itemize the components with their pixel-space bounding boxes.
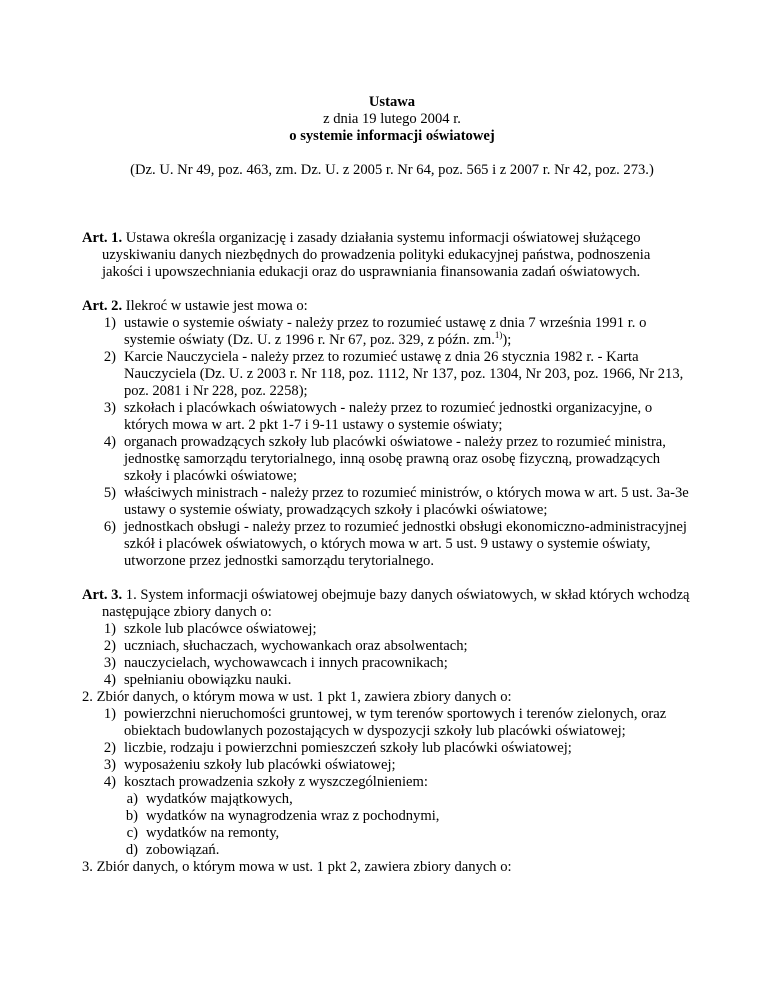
sub-list-item-letter: b) <box>125 808 138 824</box>
list-item <box>82 655 694 672</box>
list-item-number: 6) <box>103 519 116 535</box>
list-item-text: właściwych ministrach - należy przez to rozumieć ministrów, o których mowa w art. 5 ust. 3a-3e ustawy o systemie oświaty, prowadzących szkoły i placówki oświatowe; <box>124 485 689 518</box>
article-3 <box>82 587 694 876</box>
list-item-text: wyposażeniu szkoły lub placówki oświatowej; <box>124 757 396 773</box>
article-1-text <box>82 230 694 281</box>
list-item-text: ustawie o systemie oświaty - należy przez to rozumieć ustawę z dnia 7 września 1991 r. o systemie oświaty (Dz. U. z 1996 r. Nr 67, poz. 329, z późn. zm. <box>124 315 647 348</box>
list-item <box>82 434 694 485</box>
footnote-marker: 1) <box>494 330 503 341</box>
sub-list-item <box>82 791 694 808</box>
list-item-text: Karcie Nauczyciela - należy przez to rozumieć ustawę z dnia 26 stycznia 1982 r. - Karta Nauczyciela (Dz. U. z 2003 r. Nr 118, poz. 1112, Nr 137, poz. 1304, Nr 203, poz. 1966, Nr 213, poz. 2081 i Nr 228, poz. 2258); <box>124 349 684 399</box>
sub-list-item-text: wydatków majątkowych, <box>146 791 293 807</box>
list-item-text: liczbie, rodzaju i powierzchni pomieszczeń szkoły lub placówki oświatowej; <box>124 740 572 756</box>
sub-list-item-text: wydatków na wynagrodzenia wraz z pochodnymi, <box>146 808 440 824</box>
article-3-intro <box>82 587 694 621</box>
sub-list-item-letter: a) <box>126 791 138 807</box>
list-item-number: 4) <box>103 672 116 688</box>
act-header <box>90 94 694 145</box>
list-item <box>82 638 694 655</box>
article-1 <box>82 230 694 281</box>
list-item-number: 5) <box>103 485 116 501</box>
sub-list-item-text: wydatków na remonty, <box>146 825 280 841</box>
article-1-body: Ustawa określa organizację i zasady działania systemu informacji oświatowej służącego uzyskiwaniu danych niezbędnych do prowadzenia polityki edukacyjnej państwa, podnoszenia jakości i upowszechniania edukacji oraz do usprawniania finansowania zadań oświatowych. <box>102 230 651 280</box>
list-item-text: spełnianiu obowiązku nauki. <box>124 672 292 688</box>
list-item <box>82 706 694 740</box>
list-item <box>82 315 694 349</box>
list-item-number: 1) <box>103 706 116 722</box>
list-item-text: uczniach, słuchaczach, wychowankach oraz absolwentach; <box>124 638 468 654</box>
sub-list-item <box>82 808 694 825</box>
article-3-paragraph-3: 3. Zbiór danych, o którym mowa w ust. 1 pkt 2, zawiera zbiory danych o: <box>82 859 512 875</box>
list-item-text: jednostkach obsługi - należy przez to rozumieć jednostki obsługi ekonomiczno-administracyjnej szkół i placówek oświatowych, o których mowa w art. 5 ust. 9 ustawy o systemie oświaty, utworzone przez jednostki samorządu terytorialnego. <box>124 519 687 569</box>
sub-list-item-letter: c) <box>126 825 138 841</box>
list-item-number: 3) <box>103 400 116 416</box>
list-item-text: powierzchni nieruchomości gruntowej, w tym terenów sportowych i terenów zielonych, oraz obiektach budowlanych pozostających w dyspozycji szkoły lub placówki oświatowej; <box>124 706 667 739</box>
list-item-number: 2) <box>103 349 116 365</box>
act-subject: o systemie informacji oświatowej <box>289 128 495 144</box>
document-page <box>82 94 694 876</box>
list-item <box>82 757 694 774</box>
list-item-tail: ); <box>502 332 512 348</box>
list-item-text: szkołach i placówkach oświatowych - należy przez to rozumieć jednostki organizacyjne, o których mowa w art. 2 pkt 1-7 i 9-11 ustawy o systemie oświaty; <box>124 400 653 433</box>
list-item <box>82 519 694 570</box>
sub-list-item <box>82 842 694 859</box>
list-item-text: kosztach prowadzenia szkoły z wyszczególnieniem: <box>124 774 428 790</box>
list-item-text: szkole lub placówce oświatowej; <box>124 621 317 637</box>
article-2-intro-text: Ilekroć w ustawie jest mowa o: <box>122 298 308 314</box>
list-item-number: 1) <box>103 621 116 637</box>
list-item <box>82 672 694 689</box>
article-2-label: Art. 2. <box>82 298 123 314</box>
sub-list-item-letter: d) <box>125 842 138 858</box>
list-item-text: nauczycielach, wychowawcach i innych pracownikach; <box>124 655 448 671</box>
list-item-number: 2) <box>103 638 116 654</box>
article-1-label: Art. 1. <box>82 230 123 246</box>
list-item-number: 2) <box>103 740 116 756</box>
sub-list-item <box>82 825 694 842</box>
publication-reference: (Dz. U. Nr 49, poz. 463, zm. Dz. U. z 2005 r. Nr 64, poz. 565 i z 2007 r. Nr 42, poz. 273.) <box>130 162 654 178</box>
list-item-number: 4) <box>103 774 116 790</box>
act-date: z dnia 19 lutego 2004 r. <box>323 111 461 127</box>
article-2 <box>82 298 694 570</box>
article-3-intro-text: 1. System informacji oświatowej obejmuje bazy danych oświatowych, w skład których wchodzą następujące zbiory danych o: <box>102 587 690 620</box>
list-item <box>82 621 694 638</box>
list-item <box>82 485 694 519</box>
article-2-intro <box>82 298 694 315</box>
list-item <box>82 740 694 757</box>
article-3-paragraph-2: 2. Zbiór danych, o którym mowa w ust. 1 pkt 1, zawiera zbiory danych o: <box>82 689 512 705</box>
list-item-number: 3) <box>103 757 116 773</box>
list-item-text: organach prowadzących szkoły lub placówki oświatowe - należy przez to rozumieć ministra, jednostkę samorządu terytorialnego, inną osobę prawną oraz osobę fizyczną, prowadzących szkoły i placówki oświatowe; <box>124 434 666 484</box>
list-item-number: 3) <box>103 655 116 671</box>
list-item <box>82 349 694 400</box>
article-3-label: Art. 3. <box>82 587 123 603</box>
list-item-number: 1) <box>103 315 116 331</box>
list-item <box>82 400 694 434</box>
list-item-number: 4) <box>103 434 116 450</box>
list-item <box>82 774 694 791</box>
act-title: Ustawa <box>368 94 416 110</box>
sub-list-item-text: zobowiązań. <box>146 842 220 858</box>
